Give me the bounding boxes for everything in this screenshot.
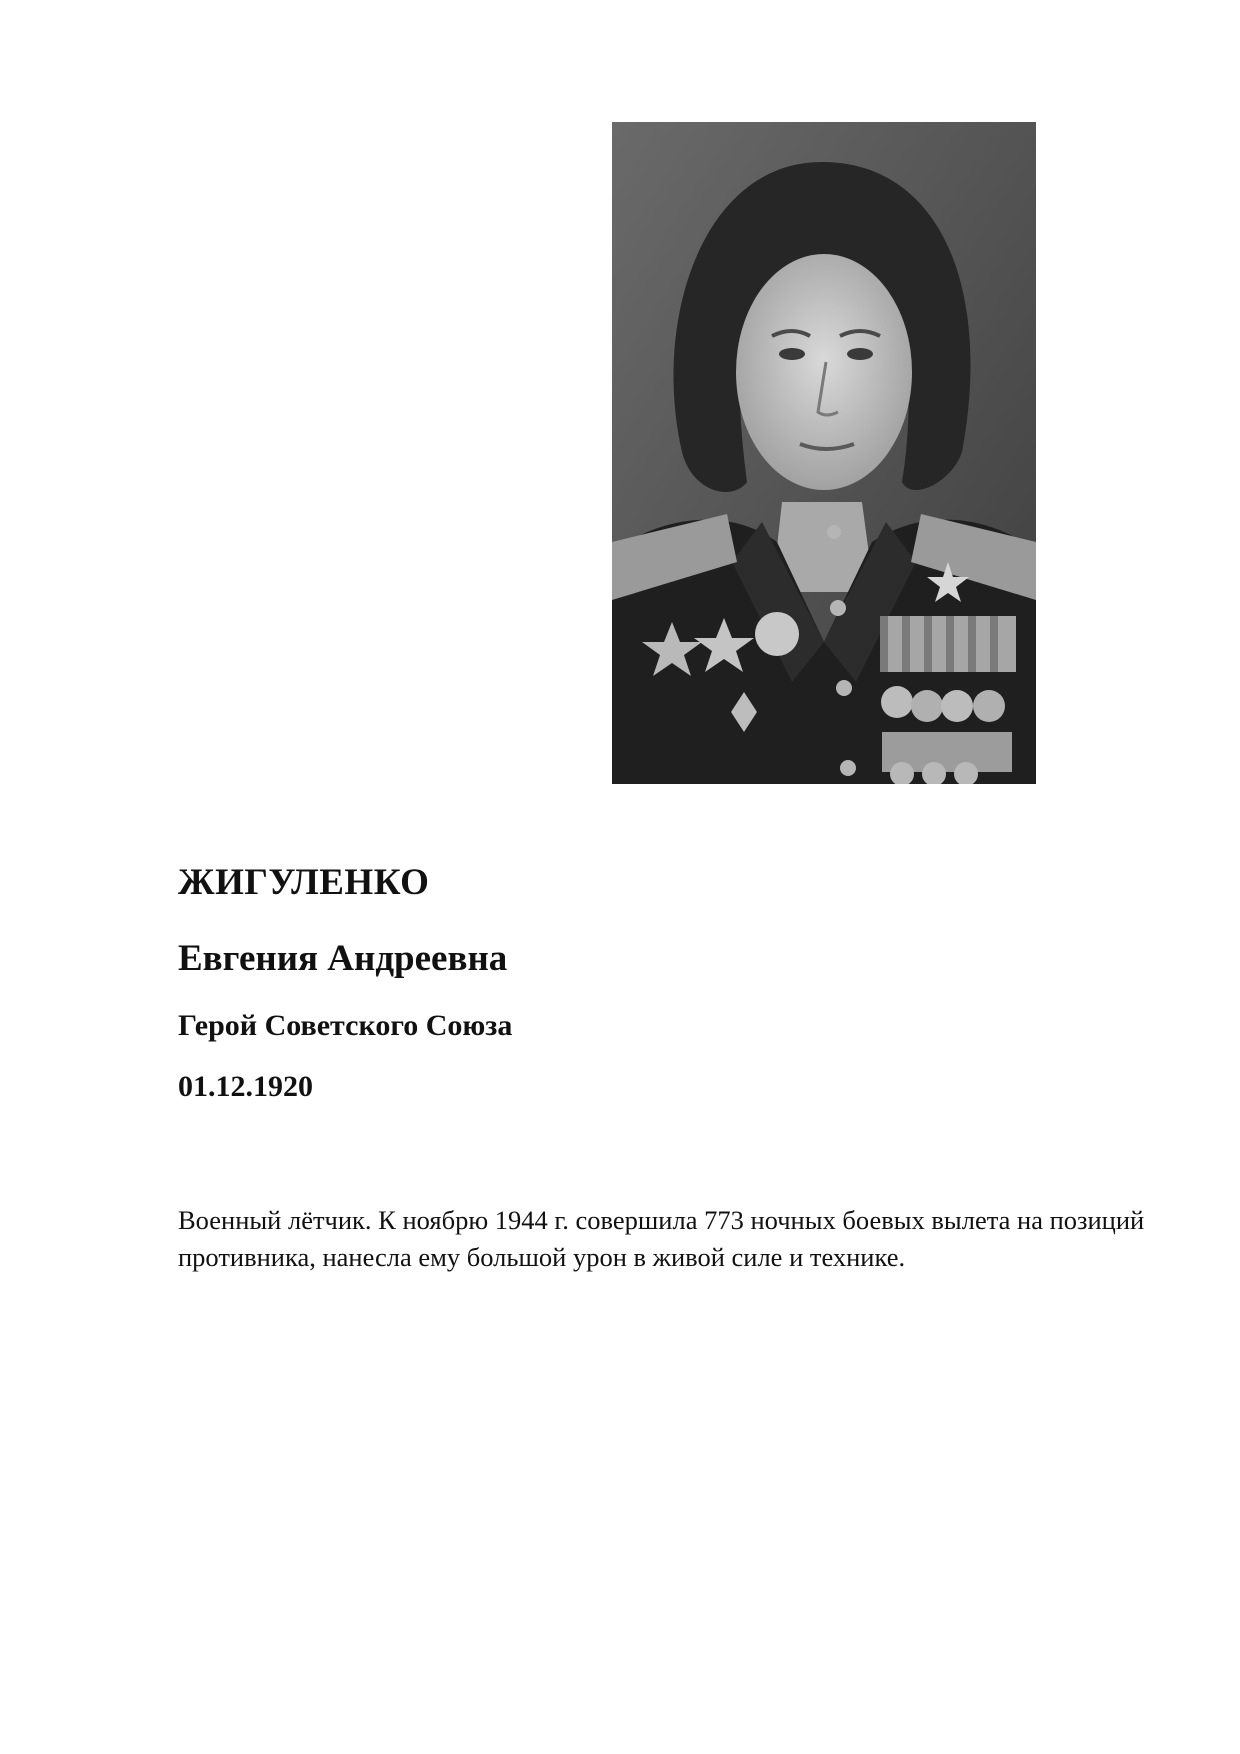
given-names-heading: Евгения Андреевна [178,938,508,979]
portrait-photo [612,122,1036,784]
portrait-photo-illustration [612,122,1036,784]
honorary-title: Герой Советского Союза [178,1009,513,1042]
biography-paragraph: Военный лётчик. К ноябрю 1944 г. совершила 773 ночных боевых вылета на позиций противника, нанесла ему большой урон в живой силе и технике. [178,1205,1145,1272]
birth-date: 01.12.1920 [178,1070,313,1103]
surname-heading: ЖИГУЛЕНКО [178,862,430,903]
